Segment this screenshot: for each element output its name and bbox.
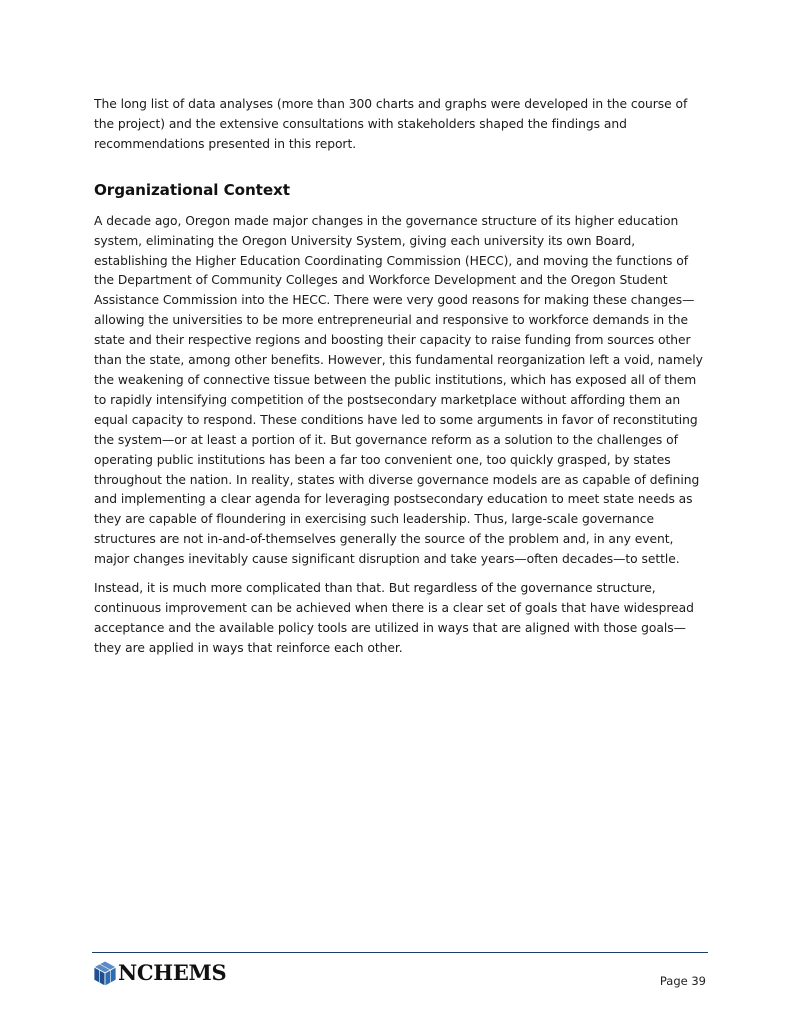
intro-paragraph: The long list of data analyses (more than 300 charts and graphs were developed in the course of the project) and the extensive consultations with stakeholders shaped the findings and recommendations presented in this report. bbox=[94, 97, 688, 151]
section-heading: Organizational Context bbox=[94, 180, 290, 199]
logo-wordmark: NCHEMS bbox=[118, 960, 227, 985]
nchems-cube-icon bbox=[93, 960, 117, 987]
footer-divider bbox=[92, 952, 708, 953]
body-paragraph-2: Instead, it is much more complicated than that. But regardless of the governance structure, continuous improvement can be achieved when there is a clear set of goals that have widespread acceptance and the available policy tools are utilized in ways that are aligned with those goals—they are applied in ways that reinforce each other. bbox=[94, 581, 694, 655]
body-paragraph-1: A decade ago, Oregon made major changes in the governance structure of its higher education system, eliminating the Oregon University System, giving each university its own Board, establishing the Higher Education Coordinating Commission (HECC), and moving the functions of the Department of Community Colleges and Workforce Development and the Oregon Student Assistance Commission into the HECC. There were very good reasons for making these changes—allowing the universities to be more entrepreneurial and responsive to workforce demands in the state and their respective regions and boosting their capacity to raise funding from sources other than the state, among other benefits. However, this fundamental reorganization left a void, namely the weakening of connective tissue between the public institutions, which has exposed all of them to rapidly intensifying competition of the postsecondary marketplace without affording them an equal capacity to respond. These conditions have led to some arguments in favor of reconstituting the system—or at least a portion of it. But governance reform as a solution to the challenges of operating public institutions has been a far too convenient one, too quickly grasped, by states throughout the nation. In reality, states with diverse governance models are as capable of defining and implementing a clear agenda for leveraging postsecondary education to meet state needs as they are capable of floundering in exercising such leadership. Thus, large-scale governance structures are not in-and-of-themselves generally the source of the problem and, in any event, major changes inevitably cause significant disruption and take years—often decades—to settle. bbox=[94, 213, 703, 567]
nchems-logo bbox=[93, 959, 226, 987]
page-number: Page 39 bbox=[659, 974, 706, 988]
page-content bbox=[94, 95, 706, 659]
